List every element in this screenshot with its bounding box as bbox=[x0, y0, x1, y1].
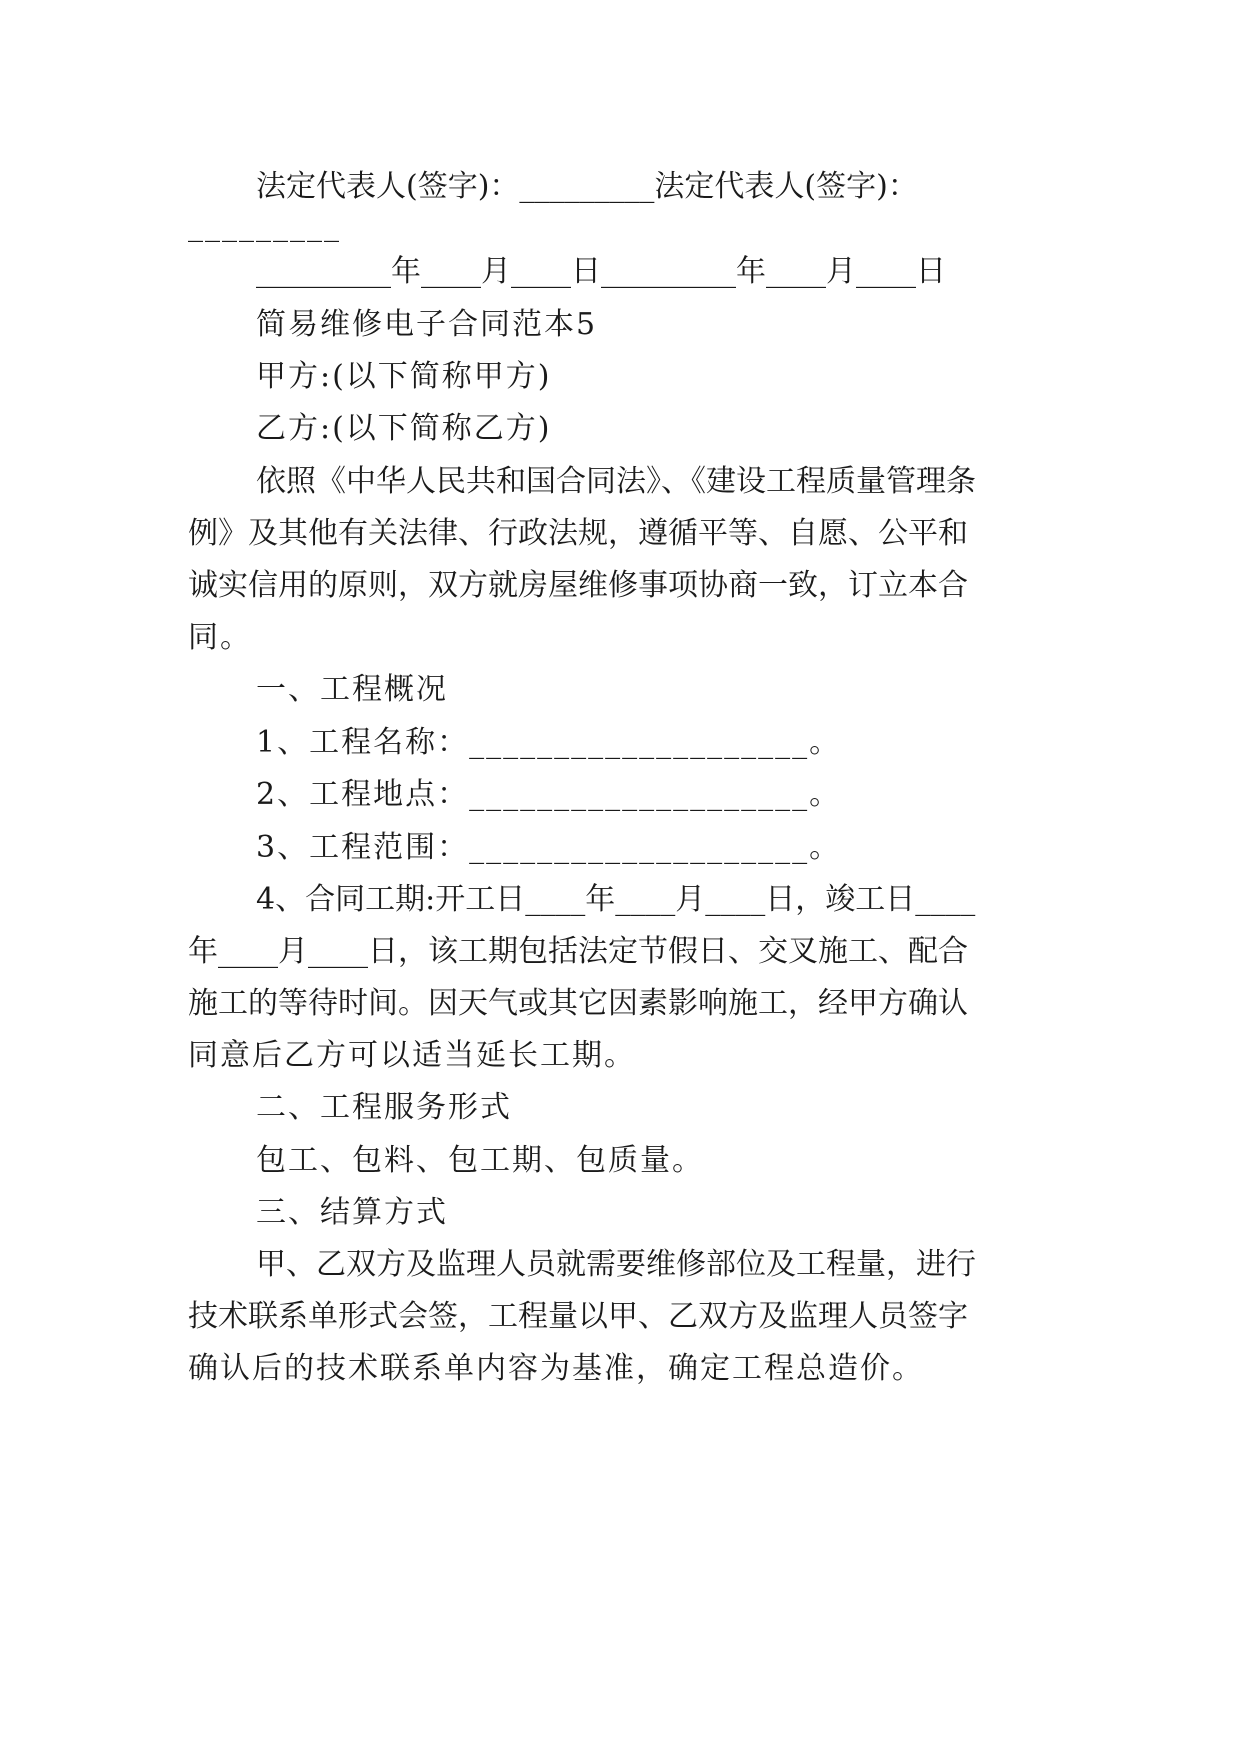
party-a-line: 甲方:(以下简称甲方) bbox=[256, 359, 552, 394]
preamble-line: 同。 bbox=[188, 620, 252, 655]
section-heading-3: 三、结算方式 bbox=[256, 1195, 448, 1230]
preamble-line: 例》及其他有关法律、行政法规，遵循平等、自愿、公平和 bbox=[188, 516, 968, 551]
settlement-line: 技术联系单形式会签，工程量以甲、乙双方及监理人员签字 bbox=[188, 1299, 968, 1334]
project-location-line: 2、工程地点：____________________。 bbox=[256, 777, 842, 812]
signature-line: 法定代表人(签字)：_________法定代表人(签字)： bbox=[256, 169, 918, 204]
preamble-line: 依照《中华人民共和国合同法》、《建设工程质量管理条 bbox=[256, 464, 976, 499]
contract-title: 简易维修电子合同范本5 bbox=[256, 307, 598, 342]
settlement-line: 甲、乙双方及监理人员就需要维修部位及工程量，进行 bbox=[256, 1247, 976, 1282]
contract-period-line: 4、合同工期:开工日____年____月____日，竣工日____ bbox=[256, 882, 976, 917]
contract-period-line: 施工的等待时间。因天气或其它因素影响施工，经甲方确认 bbox=[188, 986, 968, 1021]
contract-period-line: 同意后乙方可以适当延长工期。 bbox=[188, 1038, 636, 1073]
project-name-line: 1、工程名称：____________________。 bbox=[256, 725, 842, 760]
party-b-line: 乙方:(以下简称乙方) bbox=[256, 411, 552, 446]
project-scope-line: 3、工程范围：____________________。 bbox=[256, 830, 842, 865]
service-form-line: 包工、包料、包工期、包质量。 bbox=[256, 1143, 704, 1178]
section-heading-1: 一、工程概况 bbox=[256, 672, 448, 707]
preamble-line: 诚实信用的原则，双方就房屋维修事项协商一致，订立本合 bbox=[188, 568, 968, 603]
date-line: _________年____月____日_________年____月____日 bbox=[256, 254, 946, 289]
settlement-line: 确认后的技术联系单内容为基准，确定工程总造价。 bbox=[188, 1351, 924, 1386]
signature-blank-continued: _________ bbox=[188, 208, 341, 243]
section-heading-2: 二、工程服务形式 bbox=[256, 1090, 512, 1125]
contract-period-line: 年____月____日，该工期包括法定节假日、交叉施工、配合 bbox=[188, 934, 968, 969]
